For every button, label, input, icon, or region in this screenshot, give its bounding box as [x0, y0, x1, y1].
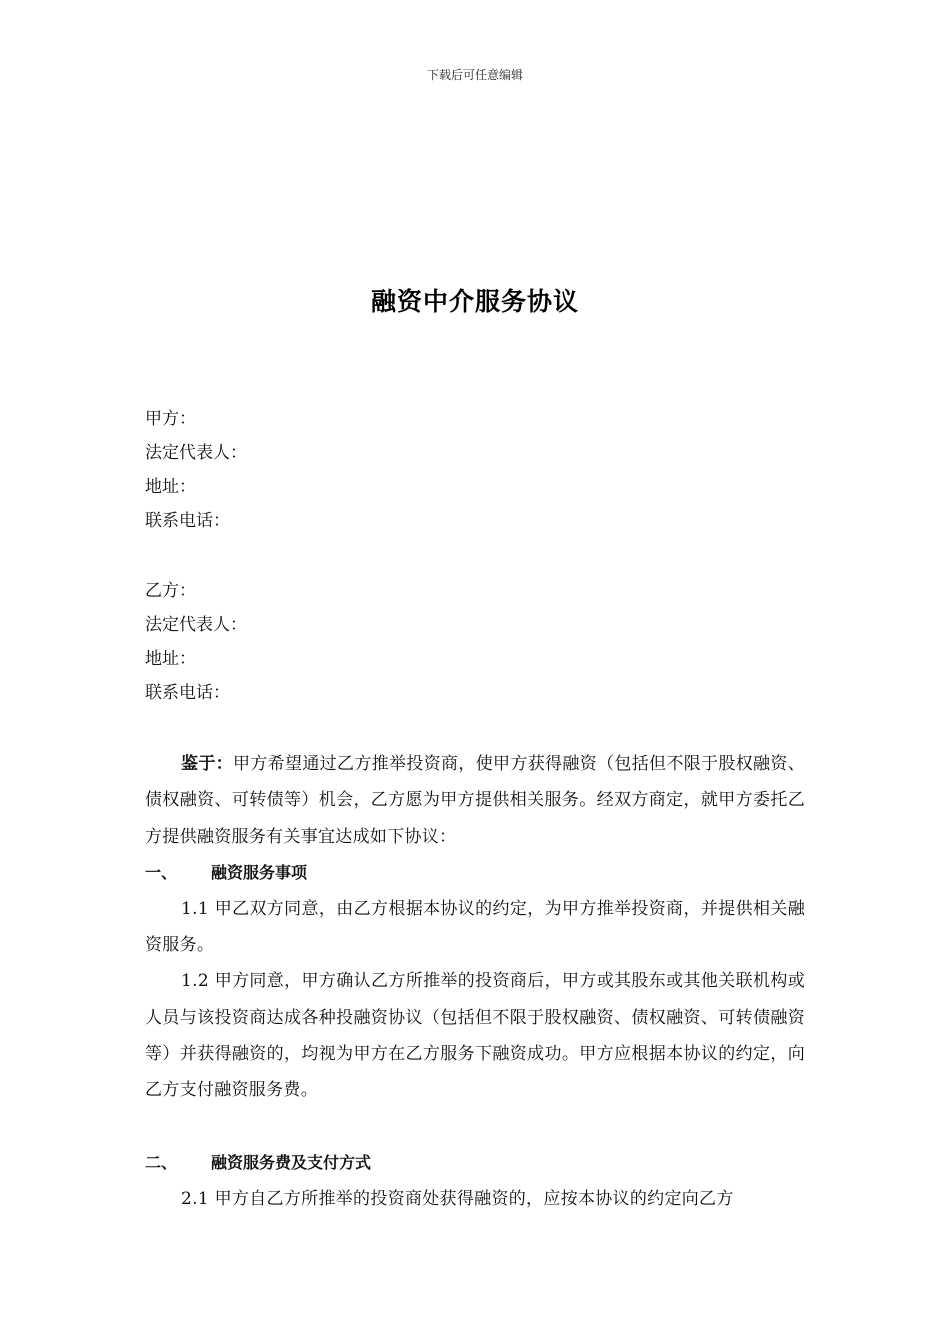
document-title: 融资中介服务协议 [370, 287, 579, 316]
section-spacer [145, 1109, 805, 1145]
section-1-title: 融资服务事项 [211, 862, 308, 882]
party-a-rep-label: 法定代表人： [145, 443, 247, 463]
clause-1-2: 1.2 甲方同意，甲方确认乙方所推举的投资商后，甲方或其股东或其他关联机构或人员与该投资商达成各种投融资协议（包括但不限于股权融资、债权融资、可转债融资等）并获得融资的，均视为甲方在乙方服务下融资成功。甲方应根据本协议的约定，向乙方支付融资服务费。 [145, 971, 805, 1101]
preamble-paragraph [145, 746, 805, 855]
party-b-address-label: 地址： [145, 649, 196, 669]
party-b-block [145, 574, 805, 710]
party-a-block [145, 402, 805, 538]
section-1-heading [145, 855, 805, 891]
section-2-number: 二、 [145, 1152, 178, 1172]
preamble-lead: 鉴于： [181, 754, 234, 774]
clause-1-1: 1.1 甲乙双方同意，由乙方根据本协议的约定，为甲方推举投资商，并提供相关融资服务。 [145, 898, 805, 956]
party-b-name-label: 乙方： [145, 581, 196, 601]
party-a-name-label: 甲方： [145, 409, 196, 429]
party-b-phone-label: 联系电话： [145, 683, 230, 703]
party-a-phone-label: 联系电话： [145, 511, 230, 531]
preamble-text: 甲方希望通过乙方推举投资商，使甲方获得融资（包括但不限于股权融资、债权融资、可转债等）机会，乙方愿为甲方提供相关服务。经双方商定，就甲方委托乙方提供融资服务有关事宜达成如下协议： [145, 754, 805, 847]
party-a-address-label: 地址： [145, 477, 196, 497]
header-note: 下载后可任意编辑 [426, 68, 523, 82]
clause-2-1: 2.1 甲方自乙方所推举的投资商处获得融资的，应按本协议的约定向乙方 [181, 1188, 734, 1209]
section-1-number: 一、 [145, 862, 178, 882]
section-2-title: 融资服务费及支付方式 [211, 1152, 372, 1172]
party-b-rep-label: 法定代表人： [145, 615, 247, 635]
agreement-body [145, 746, 805, 1217]
section-2-heading [145, 1145, 805, 1181]
